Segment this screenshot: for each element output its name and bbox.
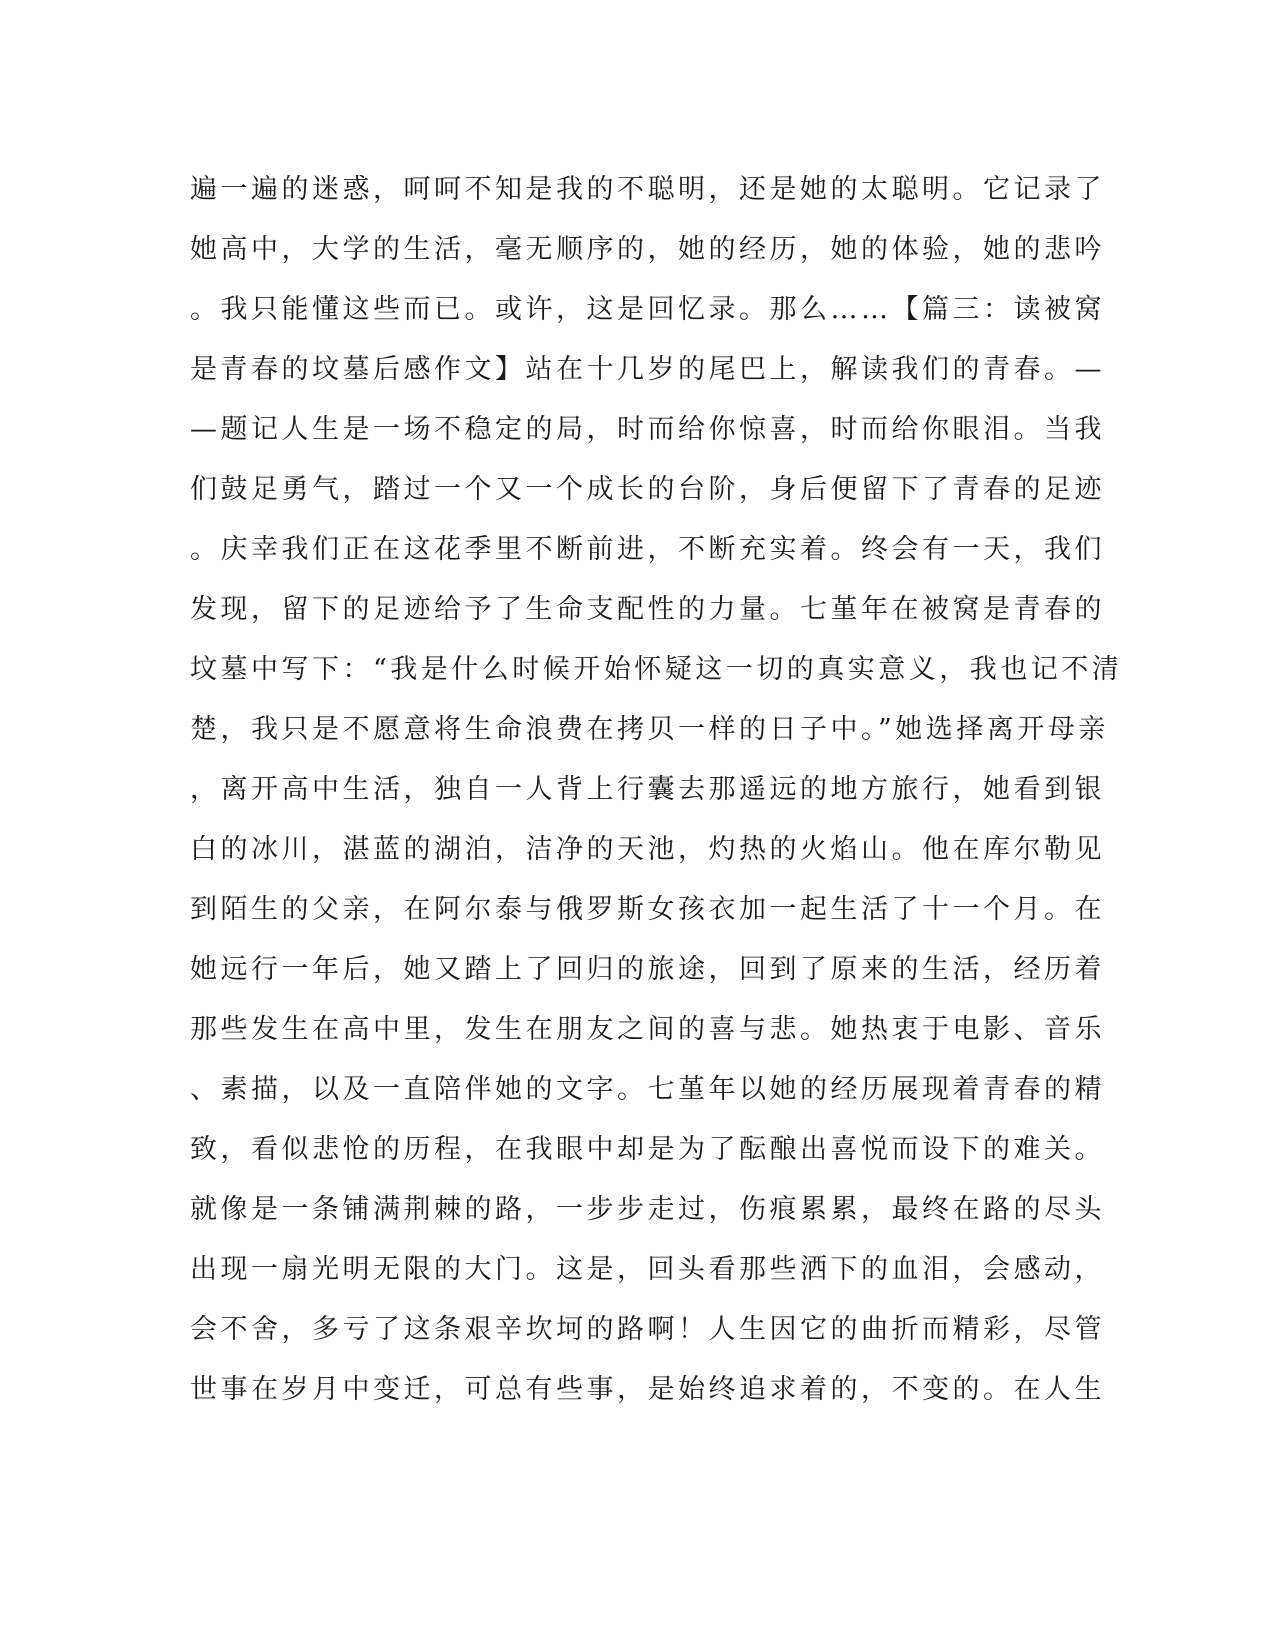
text-line: 出现一扇光明无限的大门。这是，回头看那些洒下的血泪，会感动， — [190, 1254, 1105, 1285]
text-line: 楚，我只是不愿意将生命浪费在拷贝一样的日子中。”她选择离开母亲 — [190, 714, 1109, 745]
text-line: 白的冰川，湛蓝的湖泊，洁净的天池，灼热的火焰山。他在库尔勒见 — [190, 834, 1105, 865]
text-line: 那些发生在高中里，发生在朋友之间的喜与悲。她热衷于电影、音乐 — [190, 1014, 1105, 1045]
text-line: 会不舍，多亏了这条艰辛坎坷的路啊！人生因它的曲折而精彩，尽管 — [190, 1314, 1105, 1345]
text-line: 她高中，大学的生活，毫无顺序的，她的经历，她的体验，她的悲吟 — [190, 234, 1105, 265]
text-line: 们鼓足勇气，踏过一个又一个成长的台阶，身后便留下了青春的足迹 — [190, 474, 1105, 505]
text-line: 遍一遍的迷惑，呵呵不知是我的不聪明，还是她的太聪明。它记录了 — [190, 174, 1105, 205]
text-line: 她远行一年后，她又踏上了回归的旅途，回到了原来的生活，经历着 — [190, 954, 1105, 985]
text-line: 。庆幸我们正在这花季里不断前进，不断充实着。终会有一天，我们 — [190, 534, 1105, 565]
body-text — [190, 160, 1123, 1420]
text-line: —题记人生是一场不稳定的局，时而给你惊喜，时而给你眼泪。当我 — [190, 414, 1105, 445]
text-line: 致，看似悲怆的历程，在我眼中却是为了酝酿出喜悦而设下的难关。 — [190, 1134, 1105, 1165]
text-line: 是青春的坟墓后感作文】站在十几岁的尾巴上，解读我们的青春。— — [190, 354, 1105, 385]
text-line: 到陌生的父亲，在阿尔泰与俄罗斯女孩衣加一起生活了十一个月。在 — [190, 894, 1105, 925]
text-line: 。我只能懂这些而已。或许，这是回忆录。那么……【篇三：读被窝 — [190, 294, 1105, 325]
text-line: 坟墓中写下：“我是什么时候开始怀疑这一切的真实意义，我也记不清 — [190, 654, 1123, 685]
text-line: 世事在岁月中变迁，可总有些事，是始终追求着的，不变的。在人生 — [190, 1374, 1105, 1405]
text-line: 就像是一条铺满荆棘的路，一步步走过，伤痕累累，最终在路的尽头 — [190, 1194, 1105, 1225]
text-line: 、素描，以及一直陪伴她的文字。七堇年以她的经历展现着青春的精 — [190, 1074, 1105, 1105]
text-line: ，离开高中生活，独自一人背上行囊去那遥远的地方旅行，她看到银 — [190, 774, 1105, 805]
text-line: 发现，留下的足迹给予了生命支配性的力量。七堇年在被窝是青春的 — [190, 594, 1105, 625]
